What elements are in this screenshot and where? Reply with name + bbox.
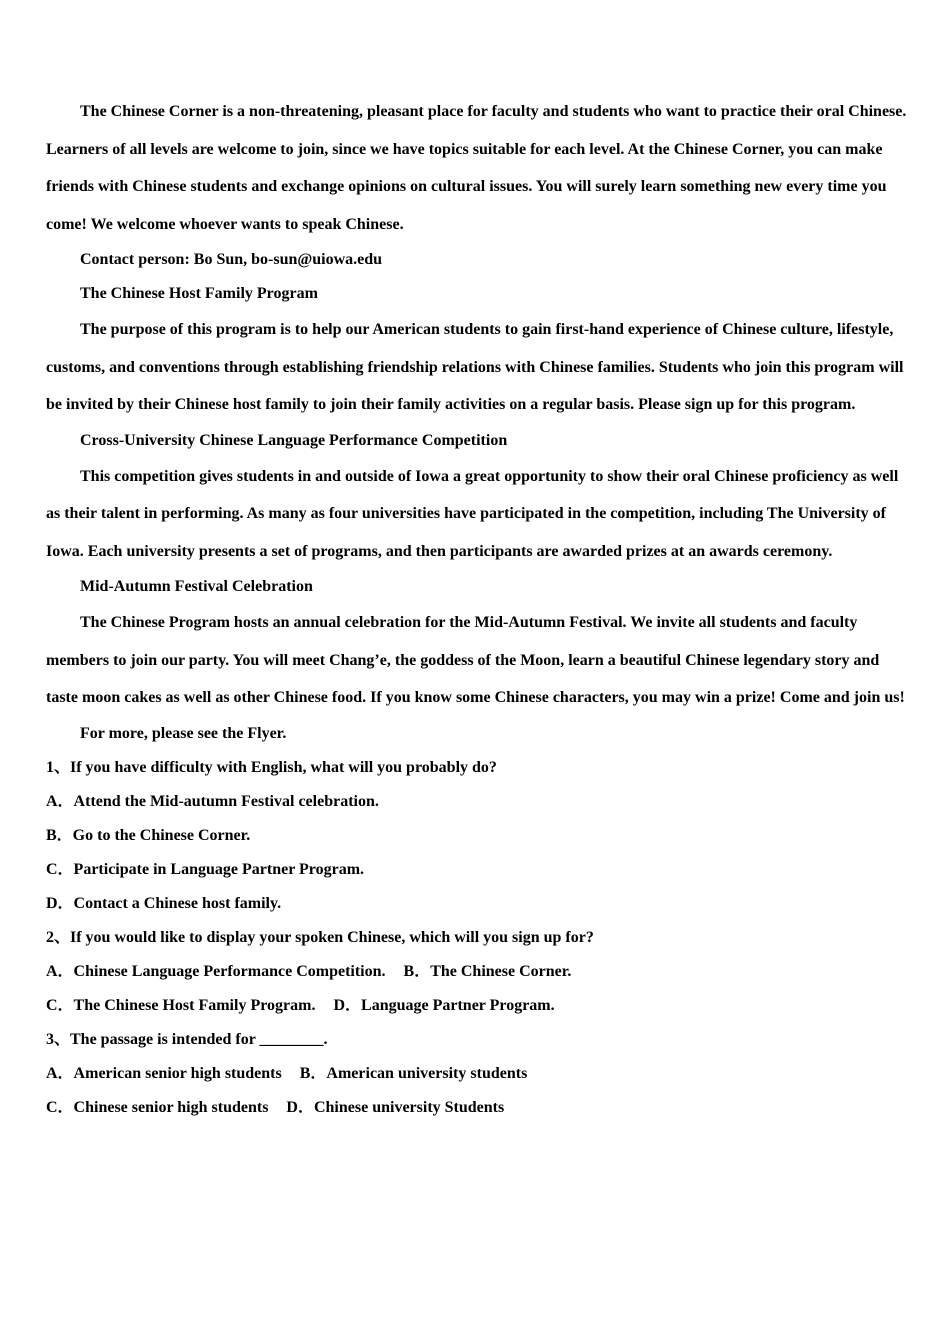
option-b: B．The Chinese Corner. [403,962,572,980]
question-stem: 1、If you have difficulty with English, what will you probably do? [46,758,497,776]
document-content [46,93,908,1125]
question-1 [46,751,908,921]
festival-heading: Mid-Autumn Festival Celebration [80,578,313,595]
question-stem: 2、If you would like to display your spoken Chinese, which will you sign up for? [46,928,594,946]
option-c: C．The Chinese Host Family Program. [46,996,316,1014]
competition-paragraph: This competition gives students in and outside of Iowa a great opportunity to show their oral Chinese proficiency as well as their talent in performing. As many as four universities have participated in the competition, including The University of Iowa. Each university presents a set of programs, and then participants are awarded prizes at an awards ceremony. [46,467,899,560]
options-row-ab [46,1057,908,1091]
options-row-ab [46,955,908,989]
question-2 [46,921,908,1023]
options-row-cd [46,989,908,1023]
option-d: D．Language Partner Program. [333,996,555,1014]
festival-paragraph: The Chinese Program hosts an annual celebration for the Mid-Autumn Festival. We invite all students and faculty members to join our party. You will meet Chang’e, the goddess of the Moon, learn a beautiful Chinese legendary story and taste moon cakes as well as other Chinese food. If you know some Chinese characters, you may win a prize! Come and join us! [46,614,905,706]
chinese-corner-paragraph: The Chinese Corner is a non-threatening, pleasant place for faculty and students who want to practice their oral Chinese. Learners of all levels are welcome to join, since we have topics suitable for each level. At the Chinese Corner, you can make friends with Chinese students and exchange opinions on cultural issues. You will surely learn something new every time you come! We welcome whoever wants to speak Chinese. [46,103,907,233]
more-info-line: For more, please see the Flyer. [80,724,287,742]
option-a: A．Chinese Language Performance Competition. [46,962,386,980]
option-a: A．American senior high students [46,1064,282,1082]
option-b: B．American university students [299,1064,528,1082]
option-d: D．Chinese university Students [286,1098,505,1116]
contact-line: Contact person: Bo Sun, bo-sun@uiowa.edu [80,251,383,268]
option-c: C．Participate in Language Partner Program. [46,860,365,878]
competition-heading: Cross-University Chinese Language Performance Competition [80,431,508,449]
host-family-paragraph: The purpose of this program is to help our American students to gain first-hand experience of Chinese culture, lifestyle, customs, and conventions through establishing friendship relations with Chinese families. Students who join this program will be invited by their Chinese host family to join their family activities on a regular basis. Please sign up for this program. [46,321,904,413]
question-3 [46,1023,908,1125]
host-family-heading: The Chinese Host Family Program [80,285,318,302]
options-row-cd [46,1091,908,1125]
question-stem: 3、The passage is intended for ________. [46,1030,328,1048]
option-c: C．Chinese senior high students [46,1098,269,1116]
option-d: D．Contact a Chinese host family. [46,894,282,912]
option-a: A．Attend the Mid-autumn Festival celebration. [46,792,379,810]
option-b: B．Go to the Chinese Corner. [46,826,251,844]
